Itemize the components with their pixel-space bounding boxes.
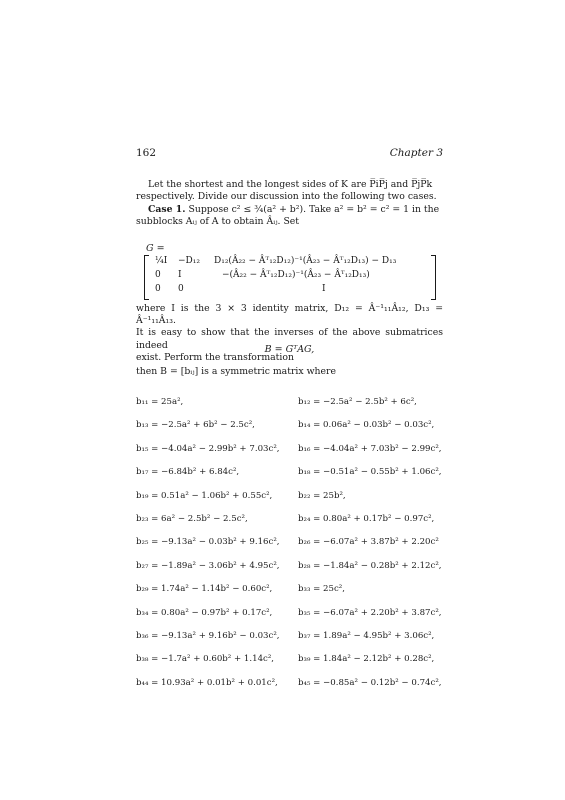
- coefficient-entry: b₂₇ = −1.89a² − 3.06b² + 4.95c²,: [136, 560, 280, 571]
- right-bracket: [431, 255, 436, 300]
- intro-paragraph: [136, 179, 443, 203]
- coefficient-entry: b₁₆ = −4.04a² + 7.03b² − 2.99c²,: [298, 443, 442, 454]
- page-number: 162: [136, 147, 157, 159]
- matrix-row-2: [152, 270, 428, 283]
- coefficient-entry: b₂₅ = −9.13a² − 0.03b² + 9.16c²,: [136, 537, 280, 548]
- matrix-cell: I: [178, 270, 182, 280]
- matrix-cell: 0: [178, 284, 184, 294]
- coefficient-entry: b₃₃ = 25c²,: [298, 584, 345, 595]
- coefficient-entry: b₃₆ = −9.13a² + 9.16b² − 0.03c²,: [136, 631, 280, 641]
- coefficient-entry: b₁₅ = −4.04a² − 2.99b² + 7.03c²,: [136, 443, 280, 454]
- after-matrix-line-2: It is easy to show that the inverses of the above submatrices indeed: [136, 327, 443, 351]
- coefficient-entry: b₂₈ = −1.84a² − 0.28b² + 2.12c²,: [298, 560, 442, 571]
- case1-line-2: subblocks Aᵢⱼ of A to obtain Âᵢⱼ. Set: [136, 216, 300, 228]
- matrix-cell: 0: [155, 284, 161, 294]
- coefficient-entry: b₂₃ = 6a² − 2.5b² − 2.5c²,: [136, 514, 248, 524]
- matrix-cell: −(Â₂₂ − Âᵀ₁₂D₁₂)⁻¹(Â₂₃ − Âᵀ₁₂D₁₃): [222, 270, 370, 280]
- transformation-equation: B = GᵀAG,: [264, 344, 315, 355]
- case1-label: Case 1.: [148, 204, 186, 215]
- coefficient-entry: b₃₅ = −6.07a² + 2.20b² + 3.87c²,: [298, 607, 442, 618]
- case1-paragraph: [136, 204, 443, 228]
- matrix-cell: I: [322, 284, 326, 294]
- coefficient-entry: b₂₂ = 25b²,: [298, 490, 346, 501]
- coefficient-entry: b₁₁ = 25a²,: [136, 397, 184, 407]
- after-matrix-line-1: where I is the 3 × 3 identity matrix, D₁₂ = Â⁻¹₁₁Â₁₂, D₁₃ = Â⁻¹₁₁Â₁₃.: [136, 303, 443, 327]
- case1-line-1: Suppose c² ≤ ¾(a² + b²). Take a² = b² = c² = 1 in the: [188, 204, 440, 215]
- intro-line-1: Let the shortest and the longest sides of K are P̅iP̅j and P̅jP̅k: [148, 179, 433, 190]
- coefficient-entry: b₁₄ = 0.06a² − 0.03b² − 0.03c²,: [298, 420, 435, 431]
- running-header: [136, 147, 443, 161]
- g-matrix: [144, 255, 436, 298]
- coefficient-entry: b₃₄ = 0.80a² − 0.97b² + 0.17c²,: [136, 607, 273, 618]
- coefficient-entry: b₄₄ = 10.93a² + 0.01b² + 0.01c²,: [136, 677, 278, 688]
- matrix-row-1: [152, 256, 428, 269]
- matrix-cell: 0: [155, 270, 161, 280]
- matrix-cell: −D₁₂: [178, 256, 200, 266]
- coefficient-entry: b₄₅ = −0.85a² − 0.12b² − 0.74c²,: [298, 677, 442, 688]
- coefficient-entry: b₃₉ = 1.84a² − 2.12b² + 0.28c²,: [298, 654, 435, 665]
- coefficient-entry: b₂₄ = 0.80a² + 0.17b² − 0.97c²,: [298, 514, 435, 524]
- coefficient-entry: b₁₈ = −0.51a² − 0.55b² + 1.06c²,: [298, 467, 442, 478]
- coefficient-entry: b₁₃ = −2.5a² + 6b² − 2.5c²,: [136, 420, 255, 431]
- coefficient-entry: b₁₂ = −2.5a² − 2.5b² + 6c²,: [298, 397, 417, 407]
- coefficient-entry: b₃₇ = 1.89a² − 4.95b² + 3.06c²,: [298, 631, 435, 641]
- matrix-row-3: [152, 284, 428, 297]
- coefficient-entry: b₁₉ = 0.51a² − 1.06b² + 0.55c²,: [136, 490, 273, 501]
- then-line: then B = [bᵢⱼ] is a symmetric matrix where: [136, 366, 336, 377]
- chapter-title: Chapter 3: [389, 147, 443, 159]
- coefficient-entry: b₂₉ = 1.74a² − 1.14b² − 0.60c²,: [136, 584, 273, 595]
- matrix-cell: ¼I: [155, 256, 168, 266]
- matrix-cell: D₁₂(Â₂₂ − Âᵀ₁₂D₁₂)⁻¹(Â₂₃ − Âᵀ₁₂D₁₃) − D₁₃: [214, 256, 397, 266]
- intro-line-2: respectively. Divide our discussion into the following two cases.: [136, 191, 437, 203]
- left-bracket: [144, 255, 149, 300]
- g-definition-label: G =: [146, 243, 165, 254]
- after-matrix-line-3: exist. Perform the transformation: [136, 351, 294, 363]
- coefficient-entry: b₁₇ = −6.84b² + 6.84c²,: [136, 467, 240, 478]
- coefficient-entry: b₃₈ = −1.7a² + 0.60b² + 1.14c²,: [136, 654, 275, 665]
- coefficient-entry: b₂₆ = −6.07a² + 3.87b² + 2.20c²: [298, 537, 439, 548]
